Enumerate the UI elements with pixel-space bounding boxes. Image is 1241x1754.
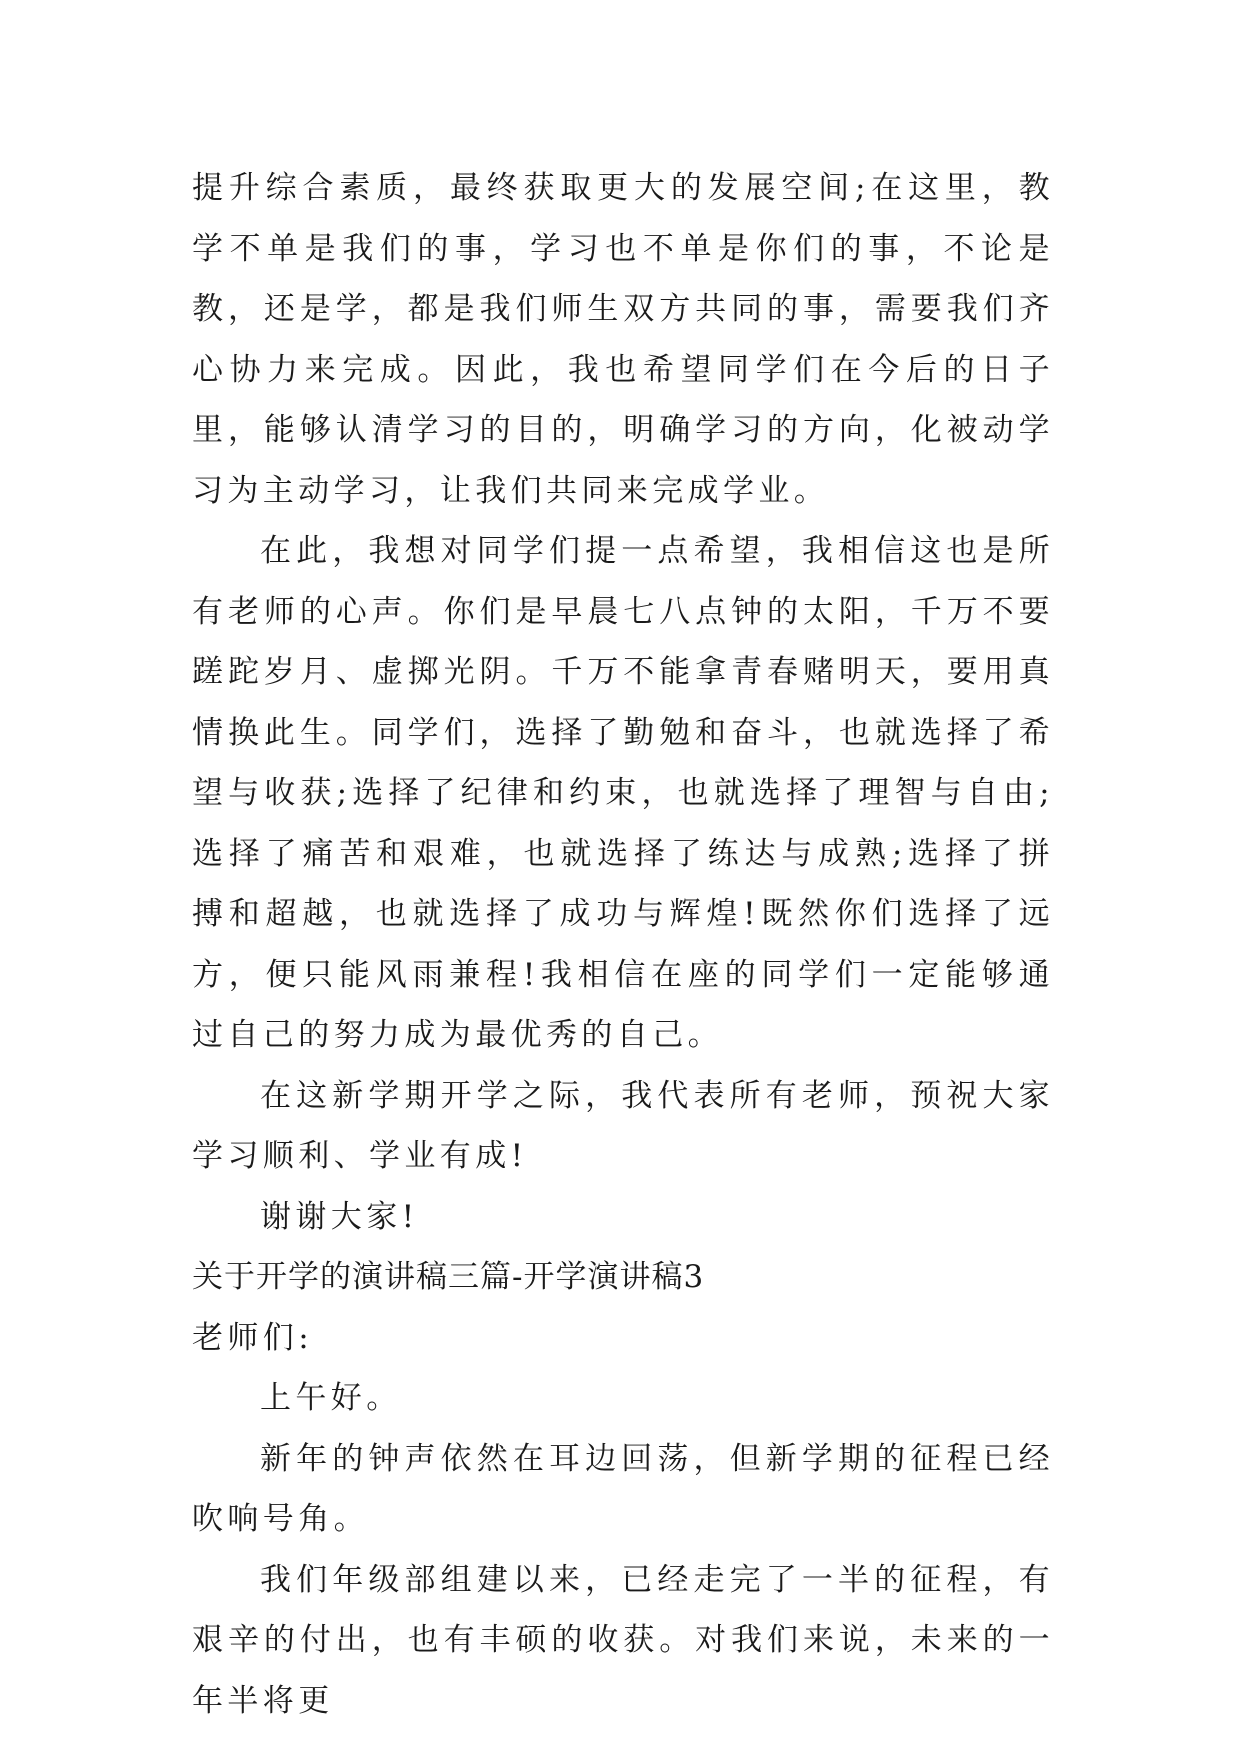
paragraph-continuation: 提升综合素质，最终获取更大的发展空间;在这里，教学不单是我们的事，学习也不单是你们的事，不论是教，还是学，都是我们师生双方共同的事，需要我们齐心协力来完成。因此，我也希望同学们在今后的日子里，能够认清学习的目的，明确学习的方向，化被动学习为主动学习，让我们共同来完成学业。: [192, 170, 1054, 509]
section-heading: 关于开学的演讲稿三篇-开学演讲稿3: [192, 1259, 705, 1295]
paragraph-hope: 在此，我想对同学们提一点希望，我相信这也是所有老师的心声。你们是早晨七八点钟的太阳，千万不要蹉跎岁月、虚掷光阴。千万不能拿青春赌明天，要用真情换此生。同学们，选择了勤勉和奋斗，也就选择了希望与收获;选择了纪律和约束，也就选择了理智与自由;选择了痛苦和艰难，也就选择了练达与成熟;选择了拼搏和超越，也就选择了成功与辉煌!既然你们选择了远方，便只能风雨兼程!我相信在座的同学们一定能够通过自己的努力成为最优秀的自己。: [192, 533, 1054, 1053]
paragraph-new-year: 新年的钟声依然在耳边回荡，但新学期的征程已经吹响号角。: [192, 1440, 1054, 1537]
paragraph-grade: 我们年级部组建以来，已经走完了一半的征程，有艰辛的付出，也有丰硕的收获。对我们来说，未来的一年半将更: [192, 1561, 1054, 1719]
salutation: 老师们:: [192, 1319, 314, 1356]
paragraph-wishes: 在这新学期开学之际，我代表所有老师，预祝大家学习顺利、学业有成!: [192, 1077, 1054, 1174]
document-body: [192, 158, 1054, 1731]
paragraph-thanks: 谢谢大家!: [260, 1198, 419, 1235]
greeting: 上午好。: [260, 1380, 402, 1416]
